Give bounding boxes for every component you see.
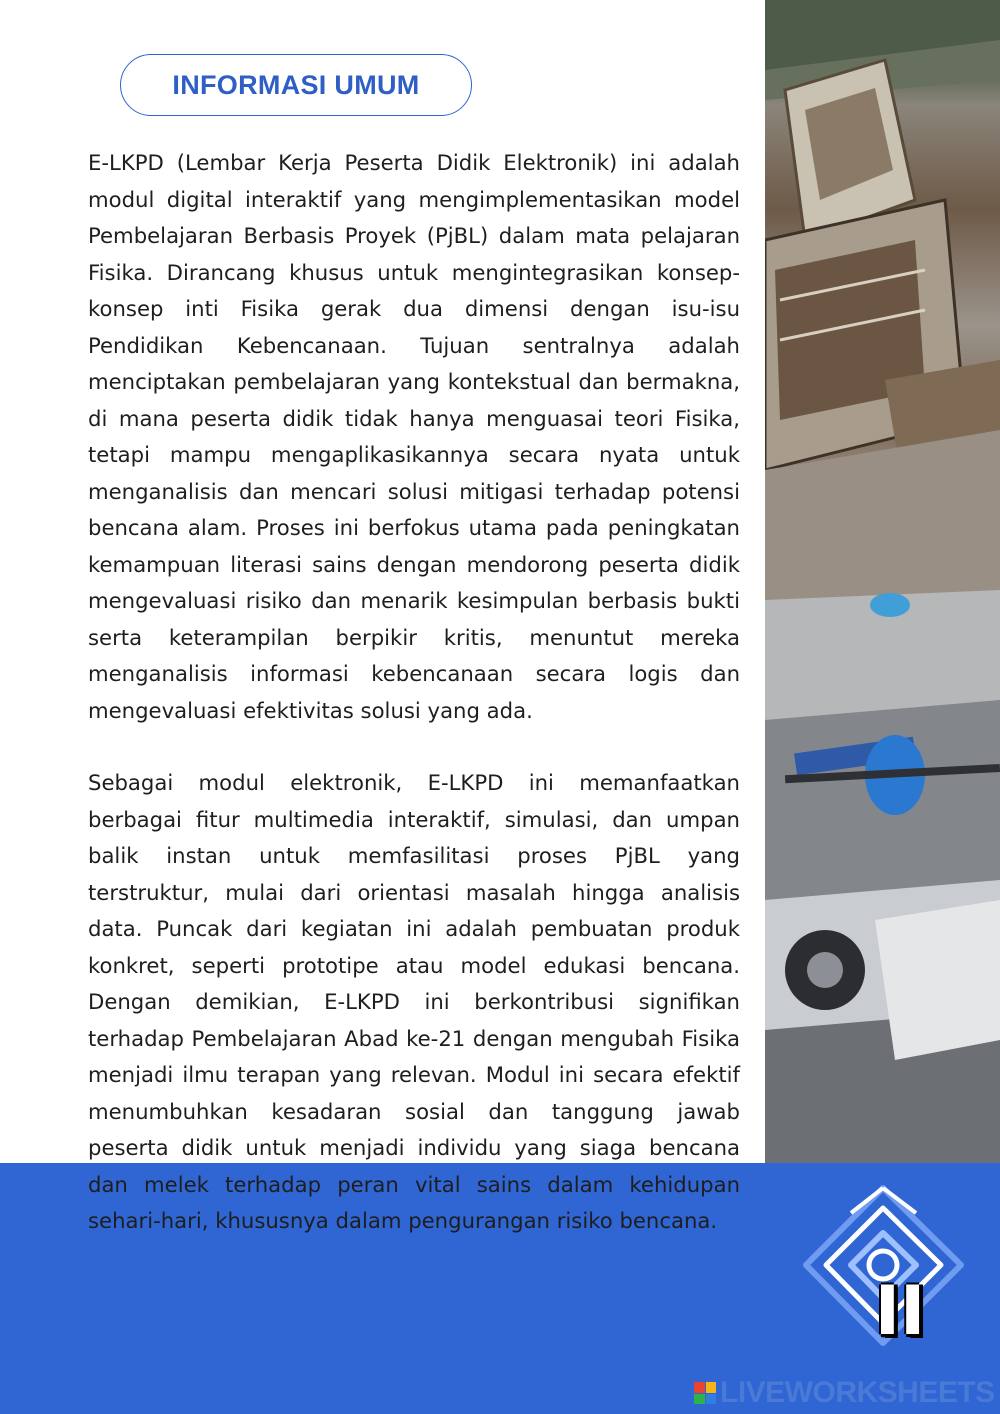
section-header	[120, 54, 472, 116]
section-title: INFORMASI UMUM	[172, 69, 420, 100]
paragraph-2: Sebagai modul elektronik, E-LKPD ini memanfaatkan berbagai fitur multimedia interaktif, simulasi, dan umpan balik instan untuk memfasilitasi proses PjBL yang terstruktur, mulai dari orientasi masalah hingga analisis data. Puncak dari kegiatan ini adalah pembuatan produk konkret, seperti prototipe atau model edukasi bencana. Dengan demikian, E-LKPD ini berkontribusi signifikan terhadap Pembelajaran Abad ke-21 dengan mengubah Fisika menjadi ilmu terapan yang relevan. Modul ini secara efektif menumbuhkan kesadaran sosial dan tanggung jawab peserta didik untuk menjadi individu yang siaga bencana dan melek terhadap peran vital sains dalam kehidupan sehari-hari, khususnya dalam pengurangan risiko bencana.	[88, 770, 740, 1233]
watermark-text: LIVEWORKSHEETS	[720, 1376, 995, 1409]
body-text	[88, 145, 740, 1276]
page-number: II	[874, 1272, 926, 1351]
watermark-badge-icon	[694, 1382, 716, 1404]
paragraph-1: E-LKPD (Lembar Kerja Peserta Didik Elektronik) ini adalah modul digital interaktif yang mengimplementasikan model Pembelajaran Berbasis Proyek (PjBL) dalam mata pelajaran Fisika. Dirancang khusus untuk mengintegrasikan konsep-konsep inti Fisika gerak dua dimensi dengan isu-isu Pendidikan Kebencanaan. Tujuan sentralnya adalah menciptakan pembelajaran yang kontekstual dan bermakna, di mana peserta didik tidak hanya menguasai teori Fisika, tetapi mampu mengaplikasikannya secara nyata untuk menganalisis dan mencari solusi mitigasi terhadap potensi bencana alam. Proses ini berfokus utama pada peningkatan kemampuan literasi sains dengan mendorong peserta didik mengevaluasi risiko dan menarik kesimpulan berbasis bukti serta keterampilan berpikir kritis, menuntut mereka menganalisis informasi kebencanaan secara logis dan mengevaluasi efektivitas solusi yang ada.	[88, 150, 740, 723]
watermark	[694, 1376, 995, 1410]
disaster-photo	[765, 0, 1000, 1163]
disaster-photo-illustration	[765, 0, 1000, 1163]
